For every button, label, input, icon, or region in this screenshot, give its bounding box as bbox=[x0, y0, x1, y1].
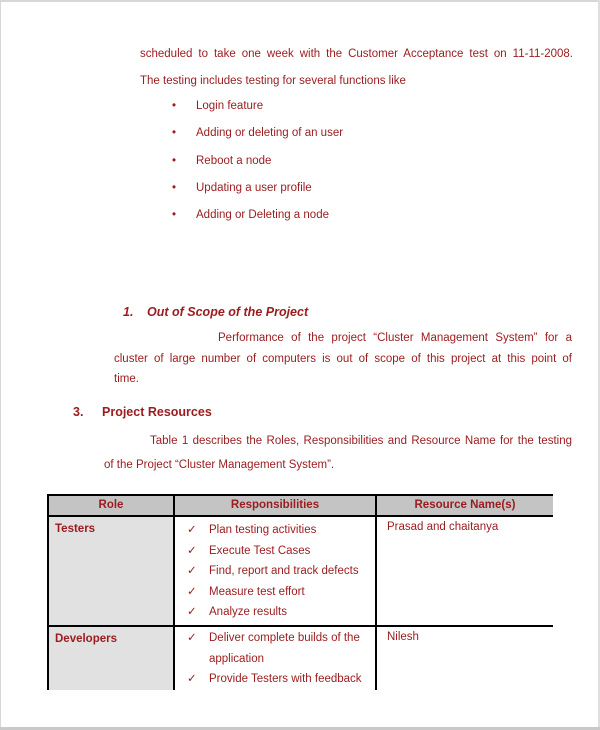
checklist-item bbox=[175, 582, 373, 603]
paragraph-line: of the Project “Cluster Management System”. bbox=[104, 459, 335, 471]
column-header-responsibilities: Responsibilities bbox=[174, 495, 376, 516]
bullet-item-label: Login feature bbox=[196, 100, 264, 112]
checklist-item-label: Analyze results bbox=[209, 606, 287, 618]
page-top-edge bbox=[0, 0, 600, 2]
checklist-item bbox=[175, 602, 373, 623]
bullet-icon: • bbox=[172, 209, 177, 221]
paragraph-line: Performance of the project “Cluster Management System” for a bbox=[218, 332, 572, 344]
check-icon: ✓ bbox=[187, 565, 197, 577]
check-icon: ✓ bbox=[187, 524, 197, 536]
role-cell: Testers bbox=[48, 516, 174, 626]
resource-cell: Nilesh bbox=[376, 626, 553, 690]
table-row-developers bbox=[48, 626, 553, 690]
checklist-item bbox=[175, 520, 373, 541]
checklist-item bbox=[175, 669, 373, 690]
column-header-resource-names: Resource Name(s) bbox=[376, 495, 553, 516]
bullet-item bbox=[172, 126, 592, 140]
intro-paragraph-line1: scheduled to take one week with the Customer Acceptance test on 11-11-2008. bbox=[140, 48, 573, 60]
bullet-icon: • bbox=[172, 182, 177, 194]
check-icon: ✓ bbox=[187, 673, 197, 685]
paragraph-line: Table 1 describes the Roles, Responsibilities and Resource Name for the testing bbox=[150, 435, 572, 447]
heading-number: 3. bbox=[73, 405, 84, 419]
bullet-item-label: Reboot a node bbox=[196, 155, 272, 167]
heading-out-of-scope bbox=[123, 305, 523, 320]
bullet-item bbox=[172, 181, 592, 195]
bullet-item-label: Adding or Deleting a node bbox=[196, 209, 329, 221]
resource-cell: Prasad and chaitanya bbox=[376, 516, 553, 626]
bullet-icon: • bbox=[172, 127, 177, 139]
bullet-icon: • bbox=[172, 155, 177, 167]
table-caption-paragraph bbox=[104, 429, 572, 477]
checklist-item-label: Measure test effort bbox=[209, 585, 305, 598]
bullet-item bbox=[172, 154, 592, 168]
heading-title: Out of Scope of the Project bbox=[147, 305, 309, 319]
paragraph-line: time. bbox=[114, 373, 139, 385]
check-icon: ✓ bbox=[187, 585, 197, 598]
responsibilities-cell bbox=[174, 626, 376, 690]
checklist-item-label: Plan testing activities bbox=[209, 524, 317, 536]
bullet-item-label: Adding or deleting of an user bbox=[196, 127, 344, 139]
paragraph-line: cluster of large number of computers is out of scope of this project at this point of bbox=[114, 352, 572, 365]
bullet-item bbox=[172, 99, 592, 113]
heading-project-resources bbox=[73, 405, 473, 420]
resources-table bbox=[47, 494, 553, 690]
checklist-item bbox=[175, 628, 373, 669]
checklist-item bbox=[175, 561, 373, 582]
checklist-item bbox=[175, 541, 373, 562]
out-of-scope-paragraph bbox=[114, 328, 572, 390]
responsibilities-cell bbox=[174, 516, 376, 626]
resources-table-clip bbox=[47, 494, 553, 690]
check-icon: ✓ bbox=[187, 544, 197, 557]
heading-number: 1. bbox=[123, 305, 134, 319]
table-header-row bbox=[48, 495, 553, 516]
heading-title: Project Resources bbox=[102, 405, 212, 419]
intro-paragraph-line2: The testing includes testing for several functions like bbox=[140, 75, 406, 87]
checklist-item-label: Deliver complete builds of the application bbox=[209, 632, 360, 665]
bullet-item-label: Updating a user profile bbox=[196, 182, 312, 194]
column-header-role: Role bbox=[48, 495, 174, 516]
checklist-item-label: Execute Test Cases bbox=[209, 544, 311, 557]
checklist-item-label: Find, report and track defects bbox=[209, 565, 359, 577]
bullet-item bbox=[172, 208, 592, 222]
checklist-item-label: Provide Testers with feedback bbox=[209, 673, 362, 685]
check-icon: ✓ bbox=[187, 606, 197, 618]
bullet-icon: • bbox=[172, 100, 177, 112]
check-icon: ✓ bbox=[187, 632, 197, 644]
table-row-testers bbox=[48, 516, 553, 626]
role-cell: Developers bbox=[48, 626, 174, 690]
page-left-edge bbox=[0, 0, 1, 730]
